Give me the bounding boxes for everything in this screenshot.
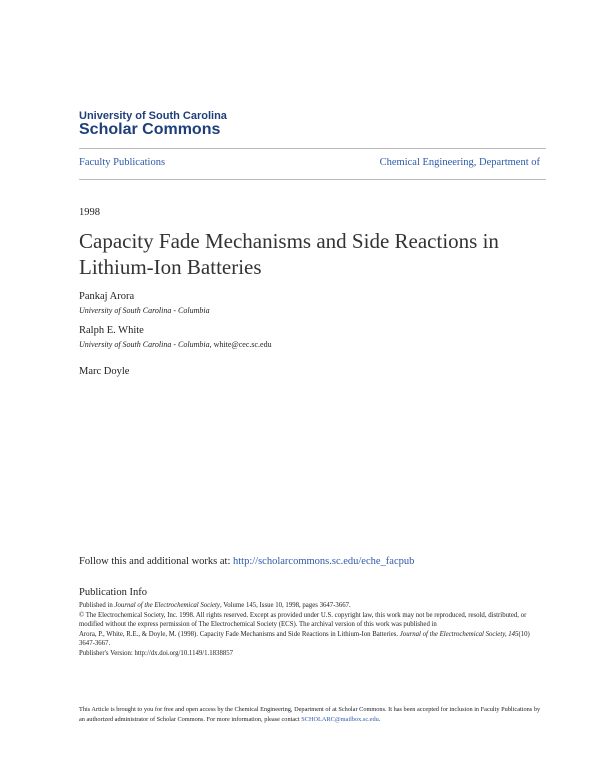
access-footer (79, 705, 541, 725)
university-name: University of South Carolina (79, 110, 227, 122)
article-title: Capacity Fade Mechanisms and Side Reactions in Lithium-Ion Batteries (79, 229, 499, 279)
footer-end: . (378, 716, 381, 723)
citation-suffix: (10) 3647-3667. (79, 630, 530, 647)
copyright-statement: © The Electrochemical Society, Inc. 1998. All rights reserved. Except as provided under U.S. copyright law, this work may not be reproduced, resold, distributed, or modified without the express permission of The Electrochemical Society (ECS). The archival version of this work was published in (79, 611, 527, 628)
author-email[interactable]: , white@cec.sc.edu (209, 340, 272, 349)
publication-info-body (79, 601, 541, 658)
publication-info-heading: Publication Info (79, 587, 147, 598)
author-affiliation (79, 306, 210, 315)
author-name: Pankaj Arora (79, 291, 135, 302)
published-prefix: Published in (79, 602, 115, 609)
footer-text: This Article is brought to you for free and open access by the Chemical Engineering, Department of at Scholar Commons. It has been accepted for inclusion in Faculty Publications by an authorized administrator of Scholar Commons. For more information, please contact (79, 706, 541, 723)
published-suffix: , Volume 145, Issue 10, 1998, pages 3647-3667. (219, 602, 351, 609)
follow-text: Follow this and additional works at: (79, 556, 233, 567)
affiliation-text: University of South Carolina - Columbia (79, 306, 210, 315)
citation-prefix: Arora, P., White, R.E., & Doyle, M. (1998). Capacity Fade Mechanisms and Side Reactions in Lithium-Ion Batteries. (79, 630, 400, 638)
author-name: Ralph E. White (79, 325, 144, 336)
department-link[interactable]: Chemical Engineering, Department of (379, 157, 540, 168)
repository-name[interactable]: Scholar Commons (79, 121, 221, 138)
follow-line (79, 556, 414, 567)
header-divider-bottom (79, 179, 546, 180)
publisher-version[interactable]: Publisher's Version: http://dx.doi.org/10.1149/1.1838857 (79, 649, 234, 657)
citation-journal: Journal of the Electrochemical Society, 145 (399, 630, 519, 638)
published-in-line (79, 601, 541, 611)
affiliation-text: University of South Carolina - Columbia (79, 340, 210, 349)
journal-name: Journal of the Electrochemical Society (114, 602, 220, 609)
faculty-publications-link[interactable]: Faculty Publications (79, 157, 166, 168)
publication-year: 1998 (79, 207, 100, 218)
contact-email[interactable]: SCHOLARC@mailbox.sc.edu (301, 716, 379, 723)
author-name: Marc Doyle (79, 366, 130, 377)
header-divider-top (79, 148, 546, 149)
citation-line (79, 630, 541, 649)
author-affiliation (79, 340, 272, 349)
collection-link[interactable]: http://scholarcommons.sc.edu/eche_facpub (233, 556, 415, 567)
